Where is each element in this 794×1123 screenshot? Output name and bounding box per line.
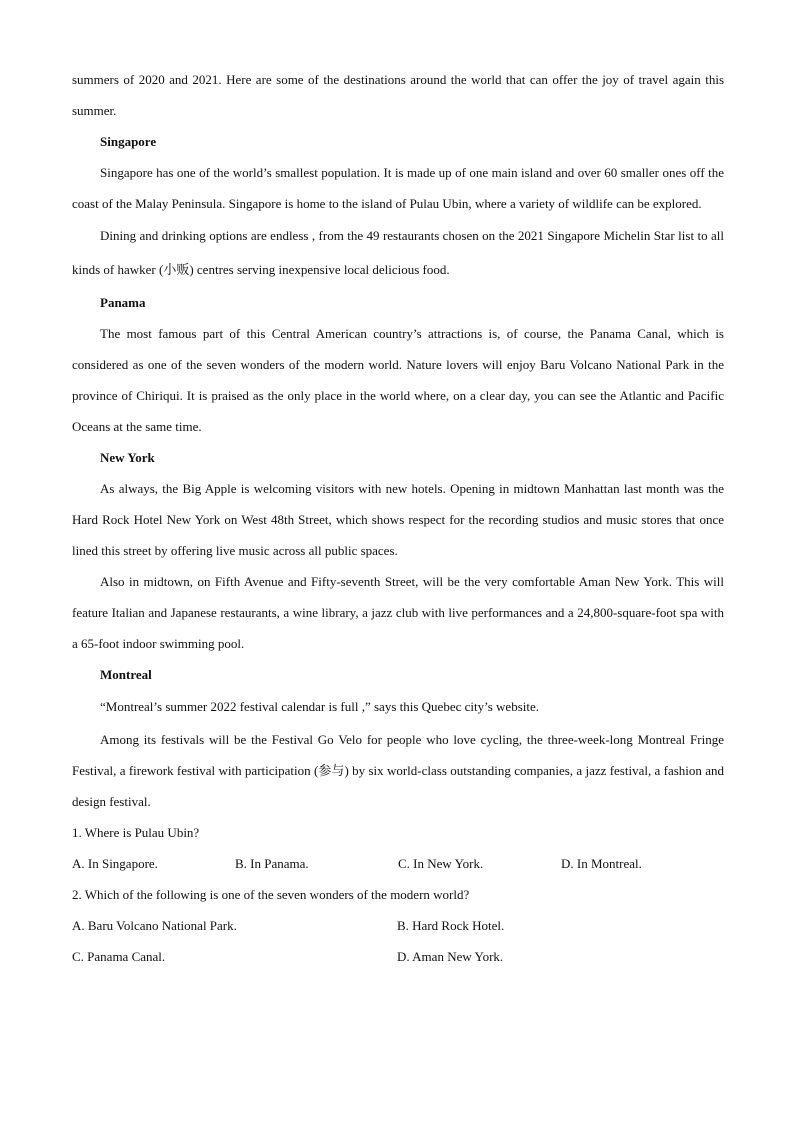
question-options bbox=[72, 848, 724, 879]
option-a[interactable]: A. In Singapore. bbox=[72, 856, 158, 871]
option-d[interactable]: D. Aman New York. bbox=[397, 949, 504, 964]
question-stem: 1. Where is Pulau Ubin? bbox=[72, 825, 200, 840]
new-york-paragraph-2: Also in midtown, on Fifth Avenue and Fifty-seventh Street, will be the very comfortable Aman New York. This will feature Italian and Japanese restaurants, a wine library, a jazz club with live performances and a 24,800-square-foot spa with a 65-foot indoor swimming pool. bbox=[72, 574, 724, 651]
section-new-york bbox=[72, 442, 724, 659]
section-panama bbox=[72, 287, 724, 442]
singapore-paragraph-1: Singapore has one of the world’s smallest population. It is made up of one main island and over 60 smaller ones off the coast of the Malay Peninsula. Singapore is home to the island of Pulau Ubin, where a variety of wildlife can be explored. bbox=[72, 165, 724, 211]
section-heading-panama: Panama bbox=[100, 295, 146, 310]
montreal-paragraph-2: Among its festivals will be the Festival Go Velo for people who love cycling, the three-week-long Montreal Fringe Festival, a firework festival with participation (参与) by six world-class outstanding companies, a jazz festival, a fashion and design festival. bbox=[72, 732, 724, 809]
section-montreal bbox=[72, 659, 724, 817]
section-singapore bbox=[72, 126, 724, 287]
new-york-paragraph-1: As always, the Big Apple is welcoming visitors with new hotels. Opening in midtown Manhattan last month was the Hard Rock Hotel New York on West 48th Street, which shows respect for the recording studios and music stores that once lined this street by offering live music across all public spaces. bbox=[72, 481, 724, 558]
section-heading-singapore: Singapore bbox=[100, 134, 157, 149]
section-heading-montreal: Montreal bbox=[100, 667, 152, 682]
document-page bbox=[72, 64, 724, 972]
panama-paragraph-1: The most famous part of this Central American country’s attractions is, of course, the Panama Canal, which is considered as one of the seven wonders of the modern world. Nature lovers will enjoy Baru Volcano National Park in the province of Chiriqui. It is praised as the only place in the world where, on a clear day, you can see the Atlantic and Pacific Oceans at the same time. bbox=[72, 326, 724, 434]
question-options-row-2 bbox=[72, 941, 724, 972]
option-d[interactable]: D. In Montreal. bbox=[561, 856, 642, 871]
singapore-paragraph-2: Dining and drinking options are endless , from the 49 restaurants chosen on the 2021 Singapore Michelin Star list to all kinds of hawker (小贩) centres serving inexpensive local delicious food. bbox=[72, 228, 724, 277]
question-options-row-1 bbox=[72, 910, 724, 941]
option-c[interactable]: C. Panama Canal. bbox=[72, 949, 166, 964]
question-1 bbox=[72, 817, 724, 879]
montreal-paragraph-1: “Montreal’s summer 2022 festival calendar is full ,” says this Quebec city’s website. bbox=[100, 699, 539, 714]
section-heading-new-york: New York bbox=[100, 450, 155, 465]
option-b[interactable]: B. In Panama. bbox=[235, 856, 309, 871]
question-stem: 2. Which of the following is one of the seven wonders of the modern world? bbox=[72, 887, 470, 902]
option-a[interactable]: A. Baru Volcano National Park. bbox=[72, 918, 237, 933]
question-2 bbox=[72, 879, 724, 972]
option-b[interactable]: B. Hard Rock Hotel. bbox=[397, 918, 505, 933]
intro-paragraph: summers of 2020 and 2021. Here are some of the destinations around the world that can offer the joy of travel again this summer. bbox=[72, 72, 724, 118]
option-c[interactable]: C. In New York. bbox=[398, 856, 484, 871]
